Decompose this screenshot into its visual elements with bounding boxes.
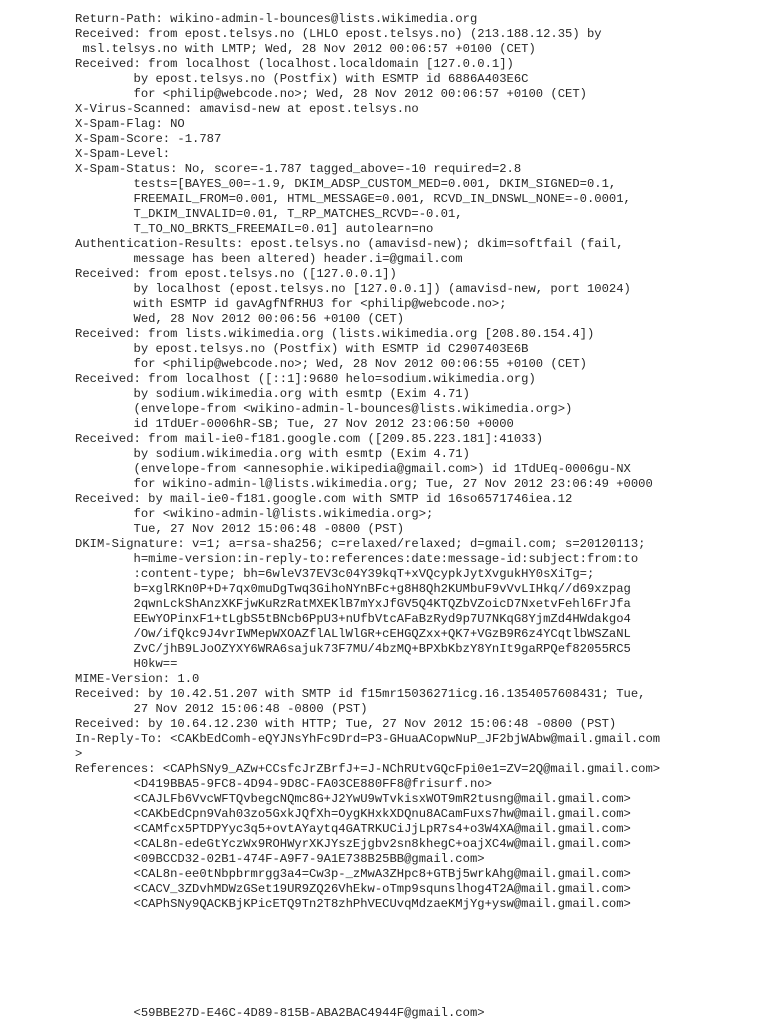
header-line: X-Spam-Status: No, score=-1.787 tagged_above=-10 required=2.8	[75, 162, 522, 176]
header-line: X-Virus-Scanned: amavisd-new at epost.telsys.no	[75, 102, 419, 116]
header-line: by epost.telsys.no (Postfix) with ESMTP id C2907403E6B	[75, 342, 529, 356]
header-line: <CAJLFb6VvcWFTQvbegcNQmc8G+J2YwU9wTvkisxWOT9mR2tusng@mail.gmail.com>	[75, 792, 631, 806]
header-line: msl.telsys.no with LMTP; Wed, 28 Nov 2012 00:06:57 +0100 (CET)	[75, 42, 536, 56]
header-line: EEwYOPinxF1+tLgbS5tBNcb6PpU3+nUfbVtcAFaBzRyd9p7U7NKqG8YjmZd4HWdakgo4	[75, 612, 631, 626]
header-line: MIME-Version: 1.0	[75, 672, 200, 686]
header-line: Return-Path: wikino-admin-l-bounces@lists.wikimedia.org	[75, 12, 478, 26]
header-line: H0kw==	[75, 657, 178, 671]
header-line: for <philip@webcode.no>; Wed, 28 Nov 2012 00:06:55 +0100 (CET)	[75, 357, 587, 371]
header-line: /Ow/ifQkc9J4vrIWMepWXOAZflALlWlGR+cEHGQZxx+QK7+VGzB9R6z4YCqtlbWSZaNL	[75, 627, 631, 641]
header-line: X-Spam-Level:	[75, 147, 171, 161]
header-line: Tue, 27 Nov 2012 15:06:48 -0800 (PST)	[75, 522, 405, 536]
header-line: for <wikino-admin-l@lists.wikimedia.org>;	[75, 507, 434, 521]
header-line: Received: by mail-ie0-f181.google.com with SMTP id 16so6571746iea.12	[75, 492, 573, 506]
header-line: ZvC/jhB9LJoOZYXY6WRA6sajuk73F7MU/4bzMQ+BPXbKbzY8YnIt9gaRPQef82055RC5	[75, 642, 631, 656]
header-line: by sodium.wikimedia.org with esmtp (Exim 4.71)	[75, 447, 470, 461]
header-line: with ESMTP id gavAgfNfRHU3 for <philip@webcode.no>;	[75, 297, 507, 311]
header-line: b=xglRKn0P+D+7qx0muDgTwq3GihoNYnBFc+g8H8Qh2KUMbuF9vVvLIHkq//d69xzpag	[75, 582, 631, 596]
header-line: FREEMAIL_FROM=0.001, HTML_MESSAGE=0.001, RCVD_IN_DNSWL_NONE=-0.0001,	[75, 192, 631, 206]
header-line: for wikino-admin-l@lists.wikimedia.org; Tue, 27 Nov 2012 23:06:49 +0000	[75, 477, 653, 491]
header-line: by sodium.wikimedia.org with esmtp (Exim 4.71)	[75, 387, 470, 401]
header-line: Received: from lists.wikimedia.org (lists.wikimedia.org [208.80.154.4])	[75, 327, 595, 341]
header-line: Received: from epost.telsys.no (LHLO epost.telsys.no) (213.188.12.35) by	[75, 27, 602, 41]
header-line: Wed, 28 Nov 2012 00:06:56 +0100 (CET)	[75, 312, 405, 326]
header-line: T_DKIM_INVALID=0.01, T_RP_MATCHES_RCVD=-0.01,	[75, 207, 463, 221]
header-line: <09BCCD32-02B1-474F-A9F7-9A1E738B25BB@gmail.com>	[75, 852, 485, 866]
header-line: DKIM-Signature: v=1; a=rsa-sha256; c=relaxed/relaxed; d=gmail.com; s=20120113;	[75, 537, 646, 551]
header-line: Received: from epost.telsys.no ([127.0.0.1])	[75, 267, 397, 281]
header-line: Received: by 10.42.51.207 with SMTP id f15mr15036271icg.16.1354057608431; Tue,	[75, 687, 646, 701]
header-line: by epost.telsys.no (Postfix) with ESMTP id 6886A403E6C	[75, 72, 529, 86]
header-line: <CAMfcx5PTDPYyc3q5+ovtAYaytq4GATRKUCiJjLpR7s4+o3W4XA@mail.gmail.com>	[75, 822, 631, 836]
header-line: T_TO_NO_BRKTS_FREEMAIL=0.01] autolearn=no	[75, 222, 434, 236]
header-line: tests=[BAYES_00=-1.9, DKIM_ADSP_CUSTOM_MED=0.001, DKIM_SIGNED=0.1,	[75, 177, 617, 191]
header-line: (envelope-from <annesophie.wikipedia@gmail.com>) id 1TdUEq-0006gu-NX	[75, 462, 631, 476]
header-line: id 1TdUEr-0006hR-SB; Tue, 27 Nov 2012 23:06:50 +0000	[75, 417, 514, 431]
header-line: <D419BBA5-9FC8-4D94-9D8C-FA03CE880FF8@frisurf.no>	[75, 777, 492, 791]
header-line: In-Reply-To: <CAKbEdComh-eQYJNsYhFc9Drd=P3-GHuaACopwNuP_JF2bjWAbw@mail.gmail.com	[75, 732, 661, 746]
header-line: by localhost (epost.telsys.no [127.0.0.1]) (amavisd-new, port 10024)	[75, 282, 631, 296]
header-line: <CAPhSNy9QACKBjKPicETQ9Tn2T8zhPhVECUvqMdzaeKMjYg+ysw@mail.gmail.com>	[75, 897, 631, 911]
header-line: <CACV_3ZDvhMDWzGSet19UR9ZQ26VhEkw-oTmp9squnslhog4T2A@mail.gmail.com>	[75, 882, 631, 896]
header-line: <CAL8n-edeGtYczWx9ROHWyrXKJYszEjgbv2sn8khegC+oajXC4w@mail.gmail.com>	[75, 837, 631, 851]
header-line: Received: from localhost (localhost.localdomain [127.0.0.1])	[75, 57, 514, 71]
header-line: <59BBE27D-E46C-4D89-815B-ABA2BAC4944F@gmail.com>	[75, 1006, 485, 1020]
header-line: >	[75, 747, 83, 761]
header-line: h=mime-version:in-reply-to:references:date:message-id:subject:from:to	[75, 552, 639, 566]
header-line: message has been altered) header.i=@gmail.com	[75, 252, 463, 266]
email-headers	[75, 12, 765, 912]
header-line: X-Spam-Flag: NO	[75, 117, 185, 131]
header-line: Received: by 10.64.12.230 with HTTP; Tue, 27 Nov 2012 15:06:48 -0800 (PST)	[75, 717, 617, 731]
header-line: Received: from localhost ([::1]:9680 helo=sodium.wikimedia.org)	[75, 372, 536, 386]
header-line: Received: from mail-ie0-f181.google.com ([209.85.223.181]:41033)	[75, 432, 544, 446]
header-line: X-Spam-Score: -1.787	[75, 132, 222, 146]
header-line: (envelope-from <wikino-admin-l-bounces@lists.wikimedia.org>)	[75, 402, 573, 416]
header-line: :content-type; bh=6wleV37EV3c04Y39kqT+xVQcypkJytXvgukHY0sXiTg=;	[75, 567, 595, 581]
email-headers-tail	[75, 1006, 765, 1021]
header-line: <CAL8n-ee0tNbpbrmrgg3a4=Cw3p-_zMwA3ZHpc8+GTBj5wrkAhg@mail.gmail.com>	[75, 867, 631, 881]
header-line: References: <CAPhSNy9_AZw+CCsfcJrZBrfJ+=J-NChRUtvGQcFpi0e1=ZV=2Q@mail.gmail.com>	[75, 762, 661, 776]
header-line: 27 Nov 2012 15:06:48 -0800 (PST)	[75, 702, 368, 716]
header-line: Authentication-Results: epost.telsys.no (amavisd-new); dkim=softfail (fail,	[75, 237, 624, 251]
header-line: 2qwnLckShAnzXKFjwKuRzRatMXEKlB7mYxJfGV5Q4KTQZbVZoicD7NxetvFehl6FrJfa	[75, 597, 631, 611]
header-line: for <philip@webcode.no>; Wed, 28 Nov 2012 00:06:57 +0100 (CET)	[75, 87, 587, 101]
header-line: <CAKbEdCpn9Vah03zo5GxkJQfXh=OygKHxkXDQnu8ACamFuxs7hw@mail.gmail.com>	[75, 807, 631, 821]
